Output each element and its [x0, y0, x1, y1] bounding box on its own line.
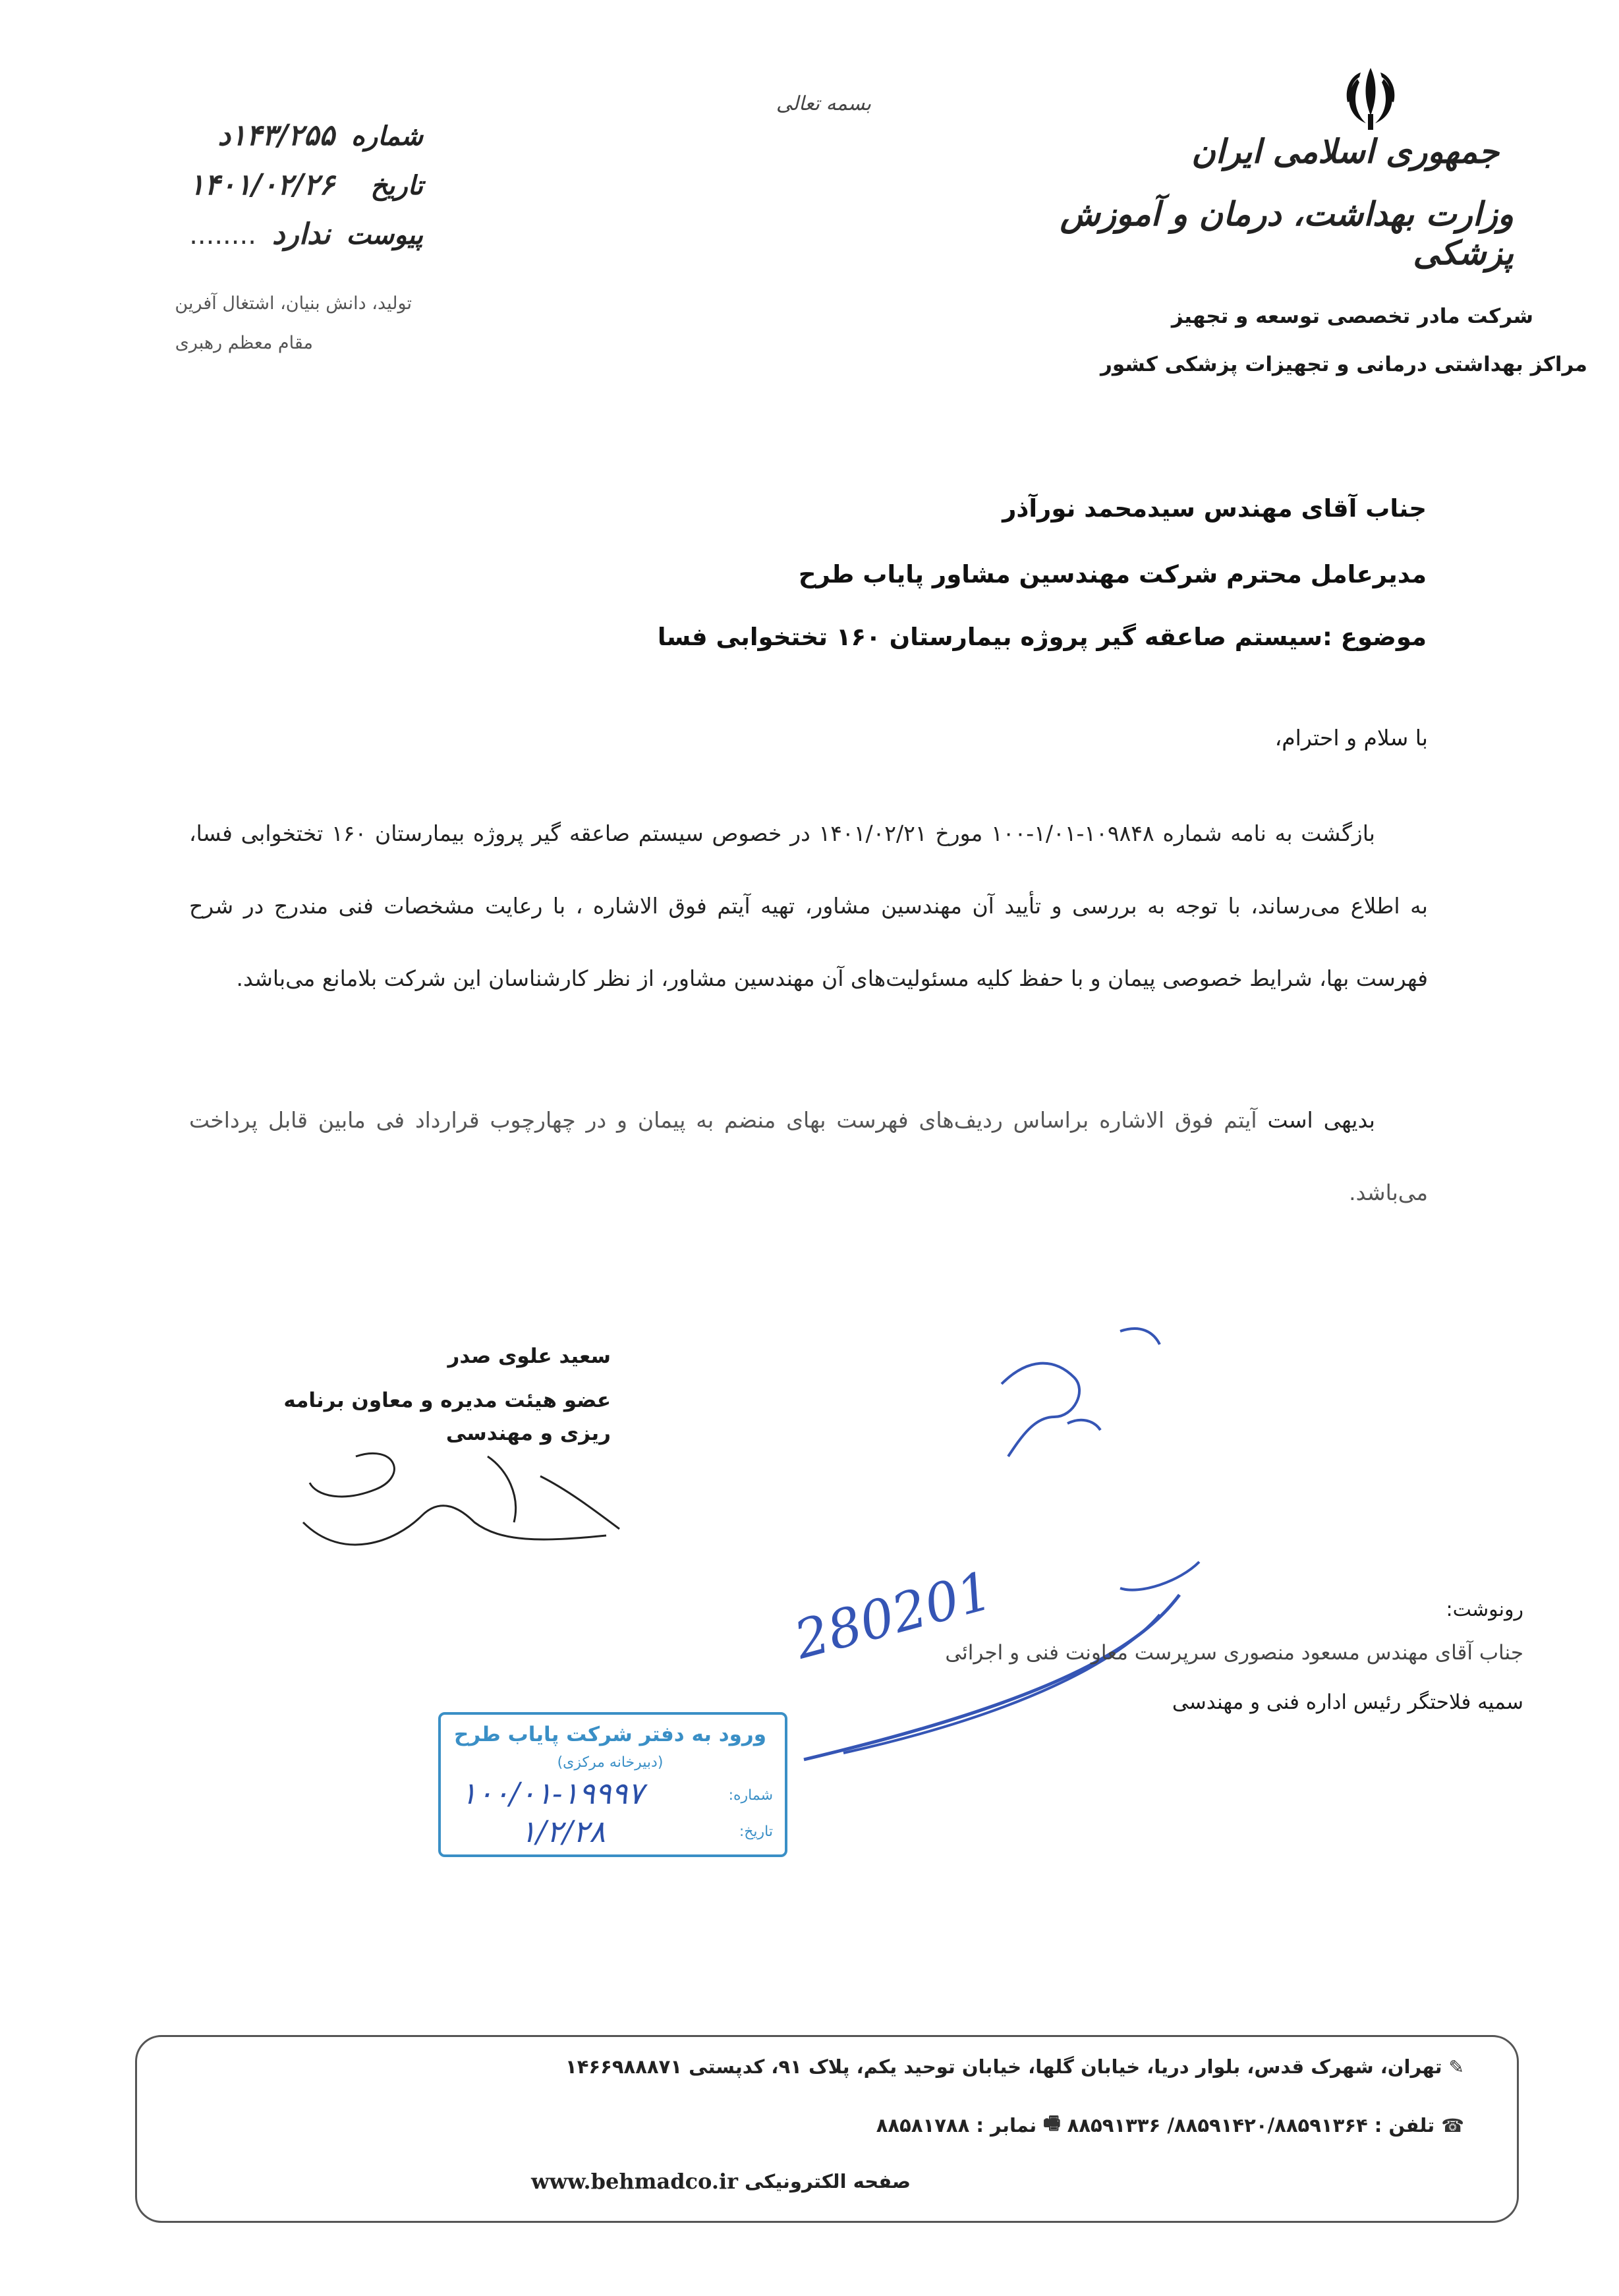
slogan: تولید، دانش بنیان، اشتغال آفرین	[175, 293, 412, 314]
body-paragraph-2	[189, 1084, 1428, 1229]
fax-number: ۸۸۵۸۱۷۸۸	[876, 2114, 970, 2137]
stamp-date-value: ۱/۲/۲۸	[520, 1814, 606, 1849]
stamp-title: ورود به دفتر شرکت پایاب طرح	[454, 1723, 766, 1746]
phone-icon: ☎	[1441, 2114, 1464, 2137]
phone-label: تلفن :	[1374, 2114, 1435, 2137]
handwritten-number: 280201	[788, 1559, 999, 1671]
paragraph-2-rest: آیتم فوق الاشاره براساس ردیف‌های فهرست بهای منضم به پیمان و در چهارچوب قرارداد فی مابین قابل پرداخت می‌باشد.	[189, 1107, 1428, 1205]
signatory-name: سعید علوی صدر	[447, 1344, 611, 1368]
government-title: جمهوری اسلامی ایران	[1191, 132, 1499, 171]
attachment-label: پیوست	[346, 219, 423, 250]
website-link[interactable]: www.behmadco.ir	[531, 2169, 738, 2194]
phone-numbers: ۸۸۵۹۱۴۲۰/۸۸۵۹۱۳۶۴/ ۸۸۵۹۱۳۳۶	[1067, 2114, 1368, 2137]
cc-item: جناب آقای مهندس مسعود منصوری سرپرست معاونت فنی و اجرائی	[945, 1641, 1523, 1665]
attachment-value: ندارد	[271, 217, 331, 251]
cc-title: رونوشت:	[1446, 1598, 1523, 1621]
recipient-name: جناب آقای مهندس سیدمحمد نورآذر	[1002, 494, 1427, 523]
fax-label: نمابر :	[976, 2114, 1037, 2137]
attachment-dots: ........	[189, 220, 256, 250]
fax-icon: 🖷	[1043, 2112, 1061, 2134]
slogan-attribution: مقام معظم رهبری	[175, 333, 313, 353]
footer-website	[531, 2169, 911, 2194]
letter-number	[146, 119, 423, 152]
letter-date	[146, 168, 423, 202]
company-name-line1: شرکت مادر تخصصی توسعه و تجهیز	[1171, 304, 1533, 328]
company-name-line2: مراکز بهداشتی درمانی و تجهیزات پزشکی کشور	[1100, 353, 1587, 376]
iran-emblem-icon	[1334, 63, 1407, 135]
stamp-number-label: شماره:	[728, 1787, 773, 1804]
body-paragraph-1: بازگشت به نامه شماره ۱۰۹۸۴۸-۱/۰۱-۱۰۰ مورخ ۱۴۰۱/۰۲/۲۱ در خصوص سیستم صاعقه گیر پروژه بیمارستان ۱۶۰ تختخوابی فسا، به اطلاع می‌رساند، با توجه به بررسی و تأیید آن مهندسین مشاور، تهیه آیتم فوق الاشاره ، با رعایت مشخصات فنی مندرج در شرح فهرست بها، شرایط خصوصی پیمان و با حفظ کلیه مسئولیت‌های آن مهندسین مشاور، از نظر کارشناسان این شرکت بلامانع می‌باشد.	[189, 820, 1428, 991]
stamp-number-value: ۱۰۰/۰۱-۱۹۹۹۷	[461, 1775, 644, 1811]
pen-icon: ✎	[1448, 2055, 1464, 2078]
stamp-subtitle: (دبیرخانه مرکزی)	[557, 1754, 664, 1771]
recipient-position: مدیرعامل محترم شرکت مهندسین مشاور پایاب طرح	[798, 560, 1427, 588]
greeting: با سلام و احترام،	[1274, 725, 1428, 751]
letter-subject: موضوع :سیستم صاعقه گیر پروژه بیمارستان ۱۶۰ تختخوابی فسا	[657, 623, 1427, 651]
signature-scrawl	[290, 1417, 633, 1562]
cc-item: سمیه فلاحتگر رئیس اداره فنی و مهندسی	[1172, 1690, 1523, 1714]
stamp-date-label: تاریخ:	[739, 1823, 773, 1840]
basmala: بسمه تعالی	[776, 92, 872, 115]
paragraph-2-lead: بدیهی است	[1267, 1107, 1375, 1133]
footer-phones	[876, 2109, 1464, 2141]
date-value: ۱۴۰۱/۰۲/۲۶	[188, 168, 335, 202]
address-text: تهران، شهرک قدس، بلوار دریا، خیابان گلها، خیابان توحید یکم، پلاک ۹۱، کدپستی ۱۴۶۶۹۸۸۸۷۱	[565, 2055, 1442, 2078]
number-label: شماره	[351, 121, 423, 152]
ministry-title: وزارت بهداشت، درمان و آموزش پزشکی	[1060, 194, 1514, 272]
letter-attachment	[146, 217, 423, 251]
number-value: ۱۴۳/۲۵۵د	[217, 119, 335, 152]
footer-address	[565, 2055, 1464, 2078]
signatory-title: عضو هیئت مدیره و معاون برنامه ریزی و مهندسی	[283, 1389, 611, 1445]
footer-contact-box	[135, 2035, 1519, 2223]
date-label: تاریخ	[370, 170, 423, 201]
receipt-stamp	[438, 1712, 787, 1857]
website-label: صفحه الکترونیکی	[744, 2170, 911, 2193]
